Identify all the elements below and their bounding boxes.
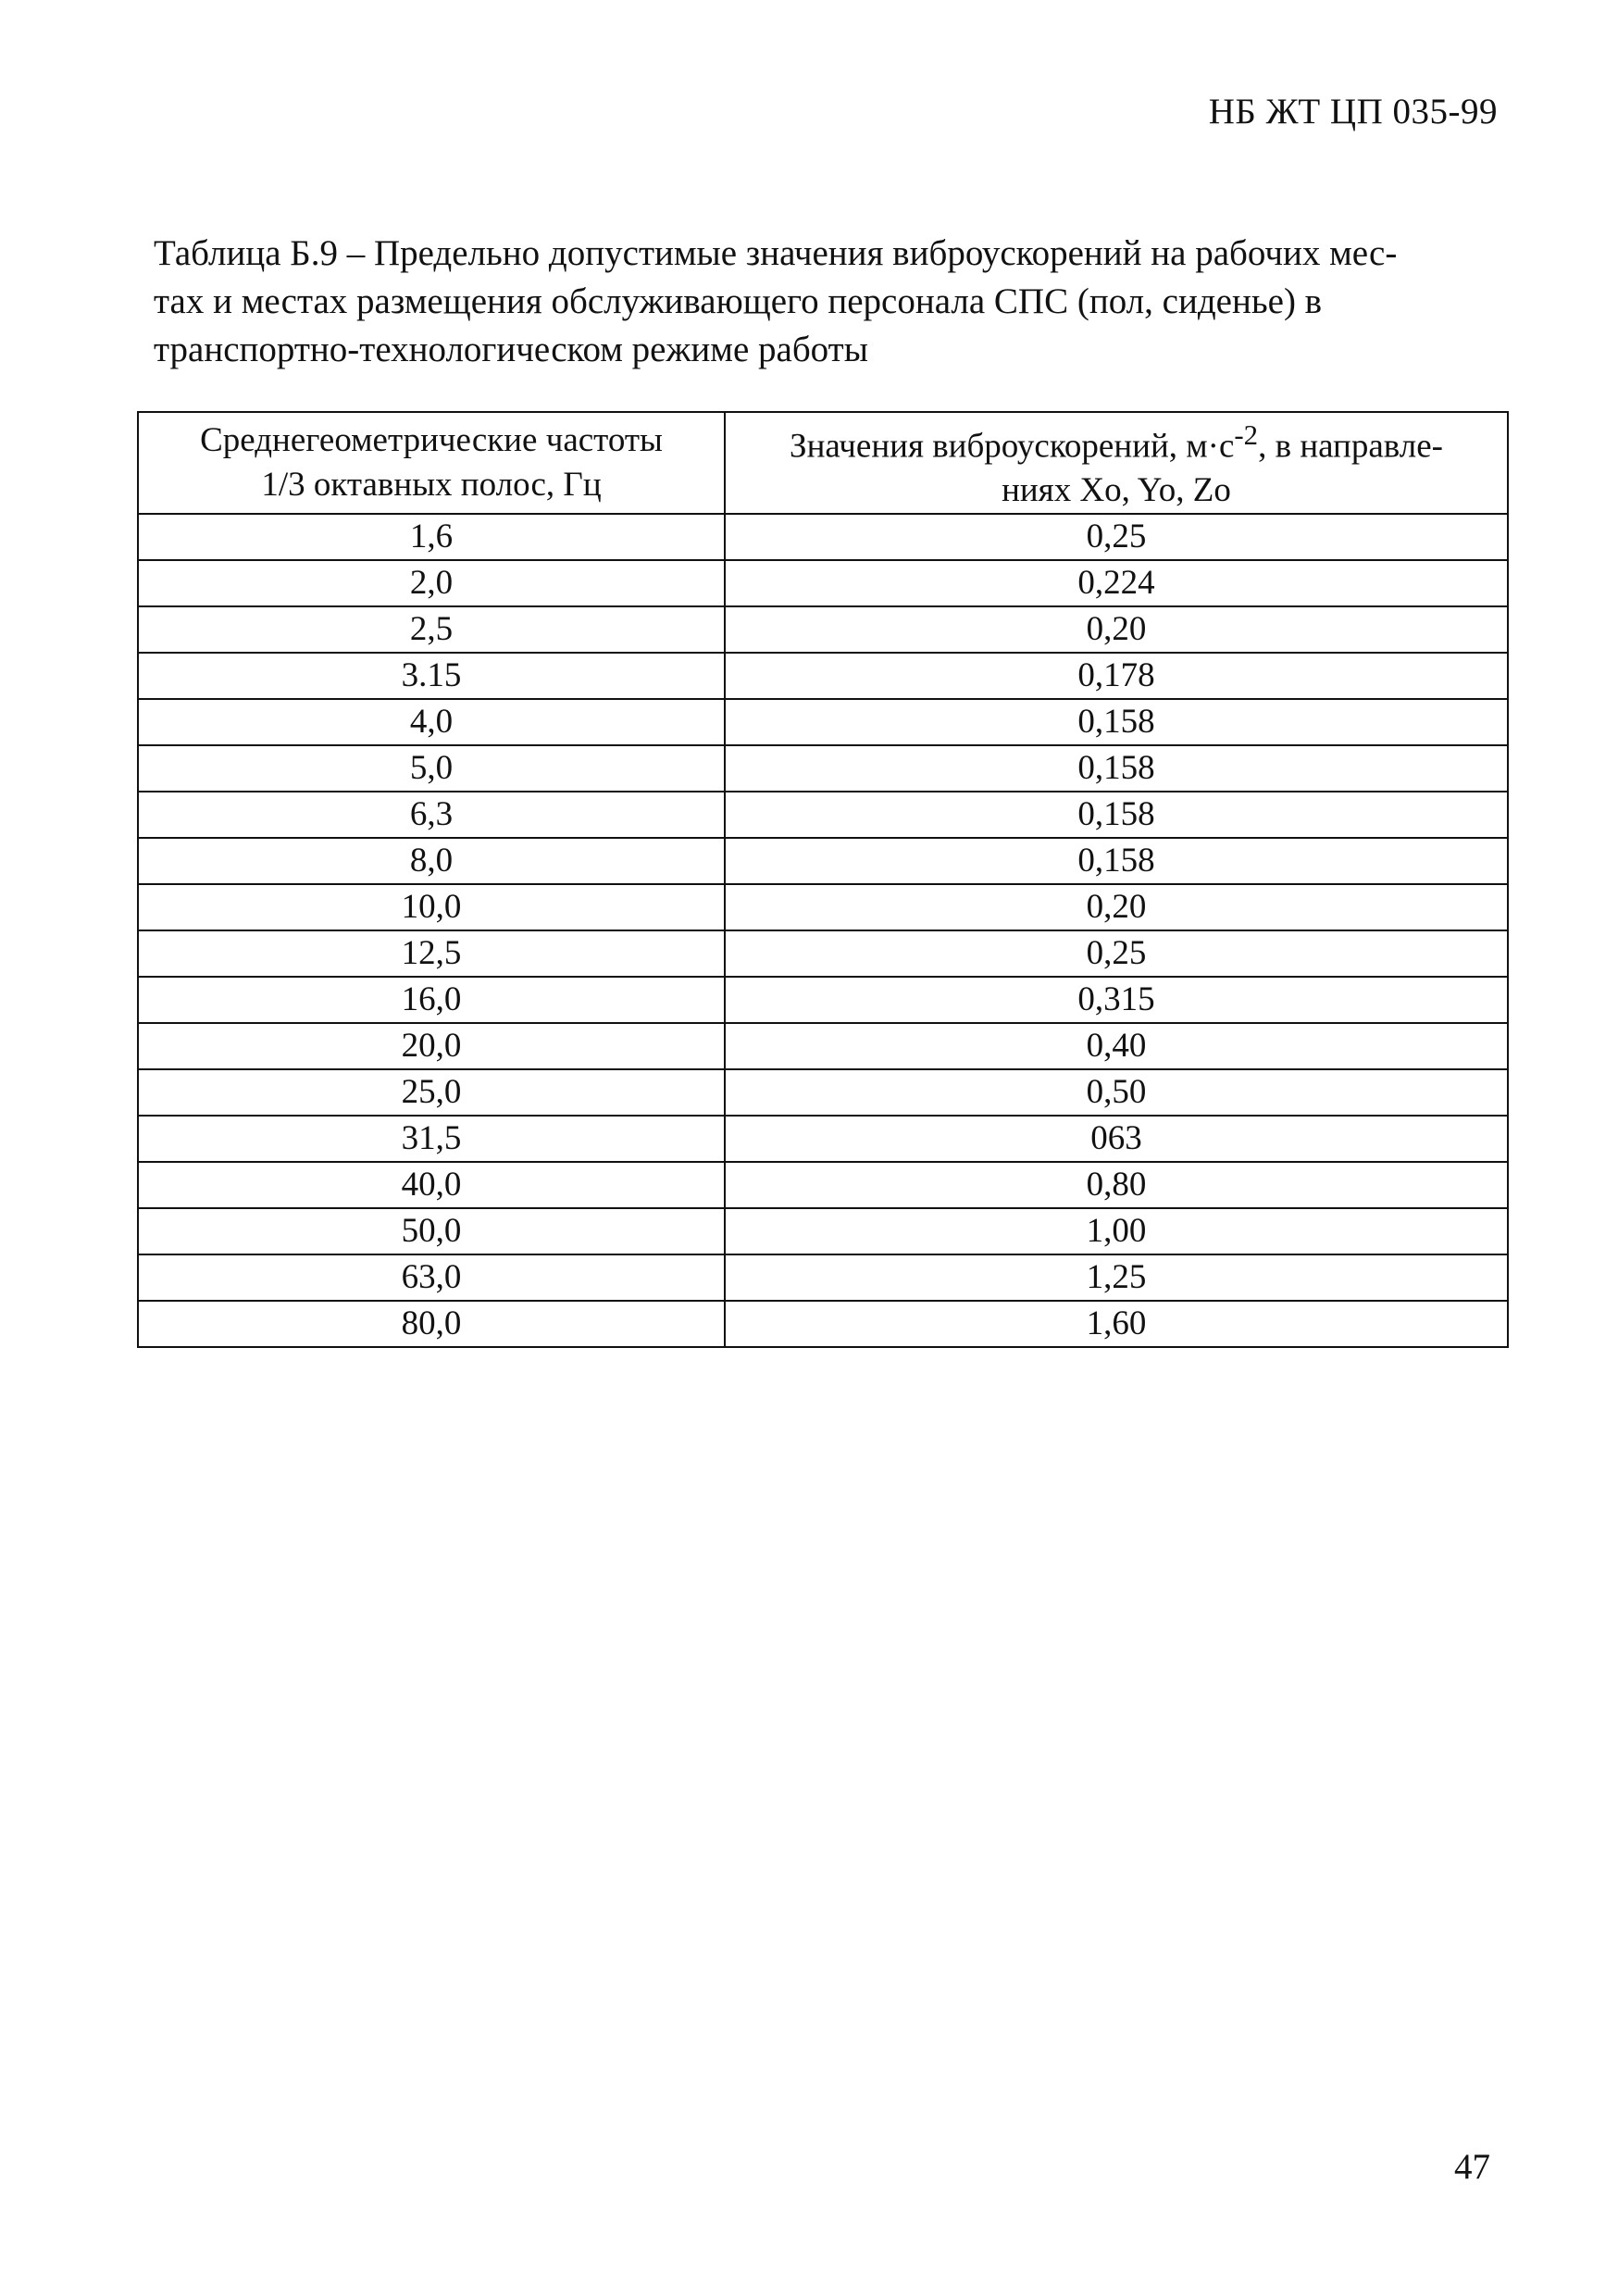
- frequency-cell: 3.15: [138, 653, 725, 699]
- table-row: [138, 1116, 1508, 1162]
- acceleration-cell: 0,158: [725, 699, 1508, 745]
- caption-line: транспортно-технологическом режиме работы: [154, 330, 868, 369]
- caption-line: тах и местах размещения обслуживающего персонала СПС (пол, сиденье) в: [154, 281, 1323, 321]
- acceleration-cell: 1,00: [725, 1208, 1508, 1254]
- caption-line: Таблица Б.9 – Предельно допустимые значения виброускорений на рабочих мес-: [154, 233, 1398, 273]
- acceleration-cell: 0,315: [725, 977, 1508, 1023]
- frequency-cell: 40,0: [138, 1162, 725, 1208]
- acceleration-cell: 0,20: [725, 606, 1508, 653]
- page-number: 47: [1454, 2147, 1490, 2187]
- acceleration-cell: 1,60: [725, 1301, 1508, 1347]
- header-frequency: [138, 412, 725, 514]
- table-row: [138, 930, 1508, 977]
- header-acceleration-line2: ниях Xo, Yo, Zo: [1002, 471, 1231, 510]
- table-row: [138, 792, 1508, 838]
- table-row: [138, 1301, 1508, 1347]
- header-acceleration-line1-post: , в направле-: [1258, 427, 1443, 466]
- table-header-row: [138, 412, 1508, 514]
- frequency-cell: 5,0: [138, 745, 725, 792]
- frequency-cell: 1,6: [138, 514, 725, 560]
- frequency-cell: 10,0: [138, 884, 725, 930]
- acceleration-cell: 0,50: [725, 1069, 1508, 1116]
- acceleration-cell: 0,224: [725, 560, 1508, 606]
- acceleration-cell: 0,80: [725, 1162, 1508, 1208]
- acceleration-cell: 0,158: [725, 745, 1508, 792]
- frequency-cell: 20,0: [138, 1023, 725, 1069]
- table-row: [138, 653, 1508, 699]
- table-row: [138, 560, 1508, 606]
- acceleration-cell: 0,158: [725, 838, 1508, 884]
- frequency-cell: 50,0: [138, 1208, 725, 1254]
- acceleration-cell: 063: [725, 1116, 1508, 1162]
- frequency-cell: 63,0: [138, 1254, 725, 1301]
- acceleration-cell: 0,178: [725, 653, 1508, 699]
- vibration-limits-table: [137, 411, 1509, 1348]
- frequency-cell: 2,5: [138, 606, 725, 653]
- header-frequency-line2: 1/3 октавных полос, Гц: [261, 466, 602, 505]
- acceleration-cell: 0,25: [725, 930, 1508, 977]
- frequency-cell: 8,0: [138, 838, 725, 884]
- frequency-cell: 80,0: [138, 1301, 725, 1347]
- acceleration-cell: 0,158: [725, 792, 1508, 838]
- table-row: [138, 1023, 1508, 1069]
- frequency-cell: 31,5: [138, 1116, 725, 1162]
- frequency-cell: 6,3: [138, 792, 725, 838]
- table-row: [138, 1254, 1508, 1301]
- table-caption: [154, 230, 1505, 374]
- table-row: [138, 514, 1508, 560]
- acceleration-cell: 0,25: [725, 514, 1508, 560]
- table-row: [138, 838, 1508, 884]
- header-acceleration: [725, 412, 1508, 514]
- table-row: [138, 699, 1508, 745]
- table-row: [138, 1162, 1508, 1208]
- table-row: [138, 884, 1508, 930]
- table-row: [138, 977, 1508, 1023]
- header-acceleration-line1-pre: Значения виброускорений, м·с: [790, 427, 1235, 466]
- table-row: [138, 1208, 1508, 1254]
- frequency-cell: 12,5: [138, 930, 725, 977]
- table-body: [138, 514, 1508, 1347]
- table-row: [138, 606, 1508, 653]
- header-frequency-line1: Среднегеометрические частоты: [200, 421, 663, 460]
- frequency-cell: 2,0: [138, 560, 725, 606]
- document-code: НБ ЖТ ЦП 035-99: [1208, 92, 1498, 131]
- frequency-cell: 25,0: [138, 1069, 725, 1116]
- header-acceleration-exponent: -2: [1234, 419, 1259, 451]
- acceleration-cell: 0,20: [725, 884, 1508, 930]
- table-row: [138, 1069, 1508, 1116]
- frequency-cell: 16,0: [138, 977, 725, 1023]
- frequency-cell: 4,0: [138, 699, 725, 745]
- table-row: [138, 745, 1508, 792]
- acceleration-cell: 1,25: [725, 1254, 1508, 1301]
- acceleration-cell: 0,40: [725, 1023, 1508, 1069]
